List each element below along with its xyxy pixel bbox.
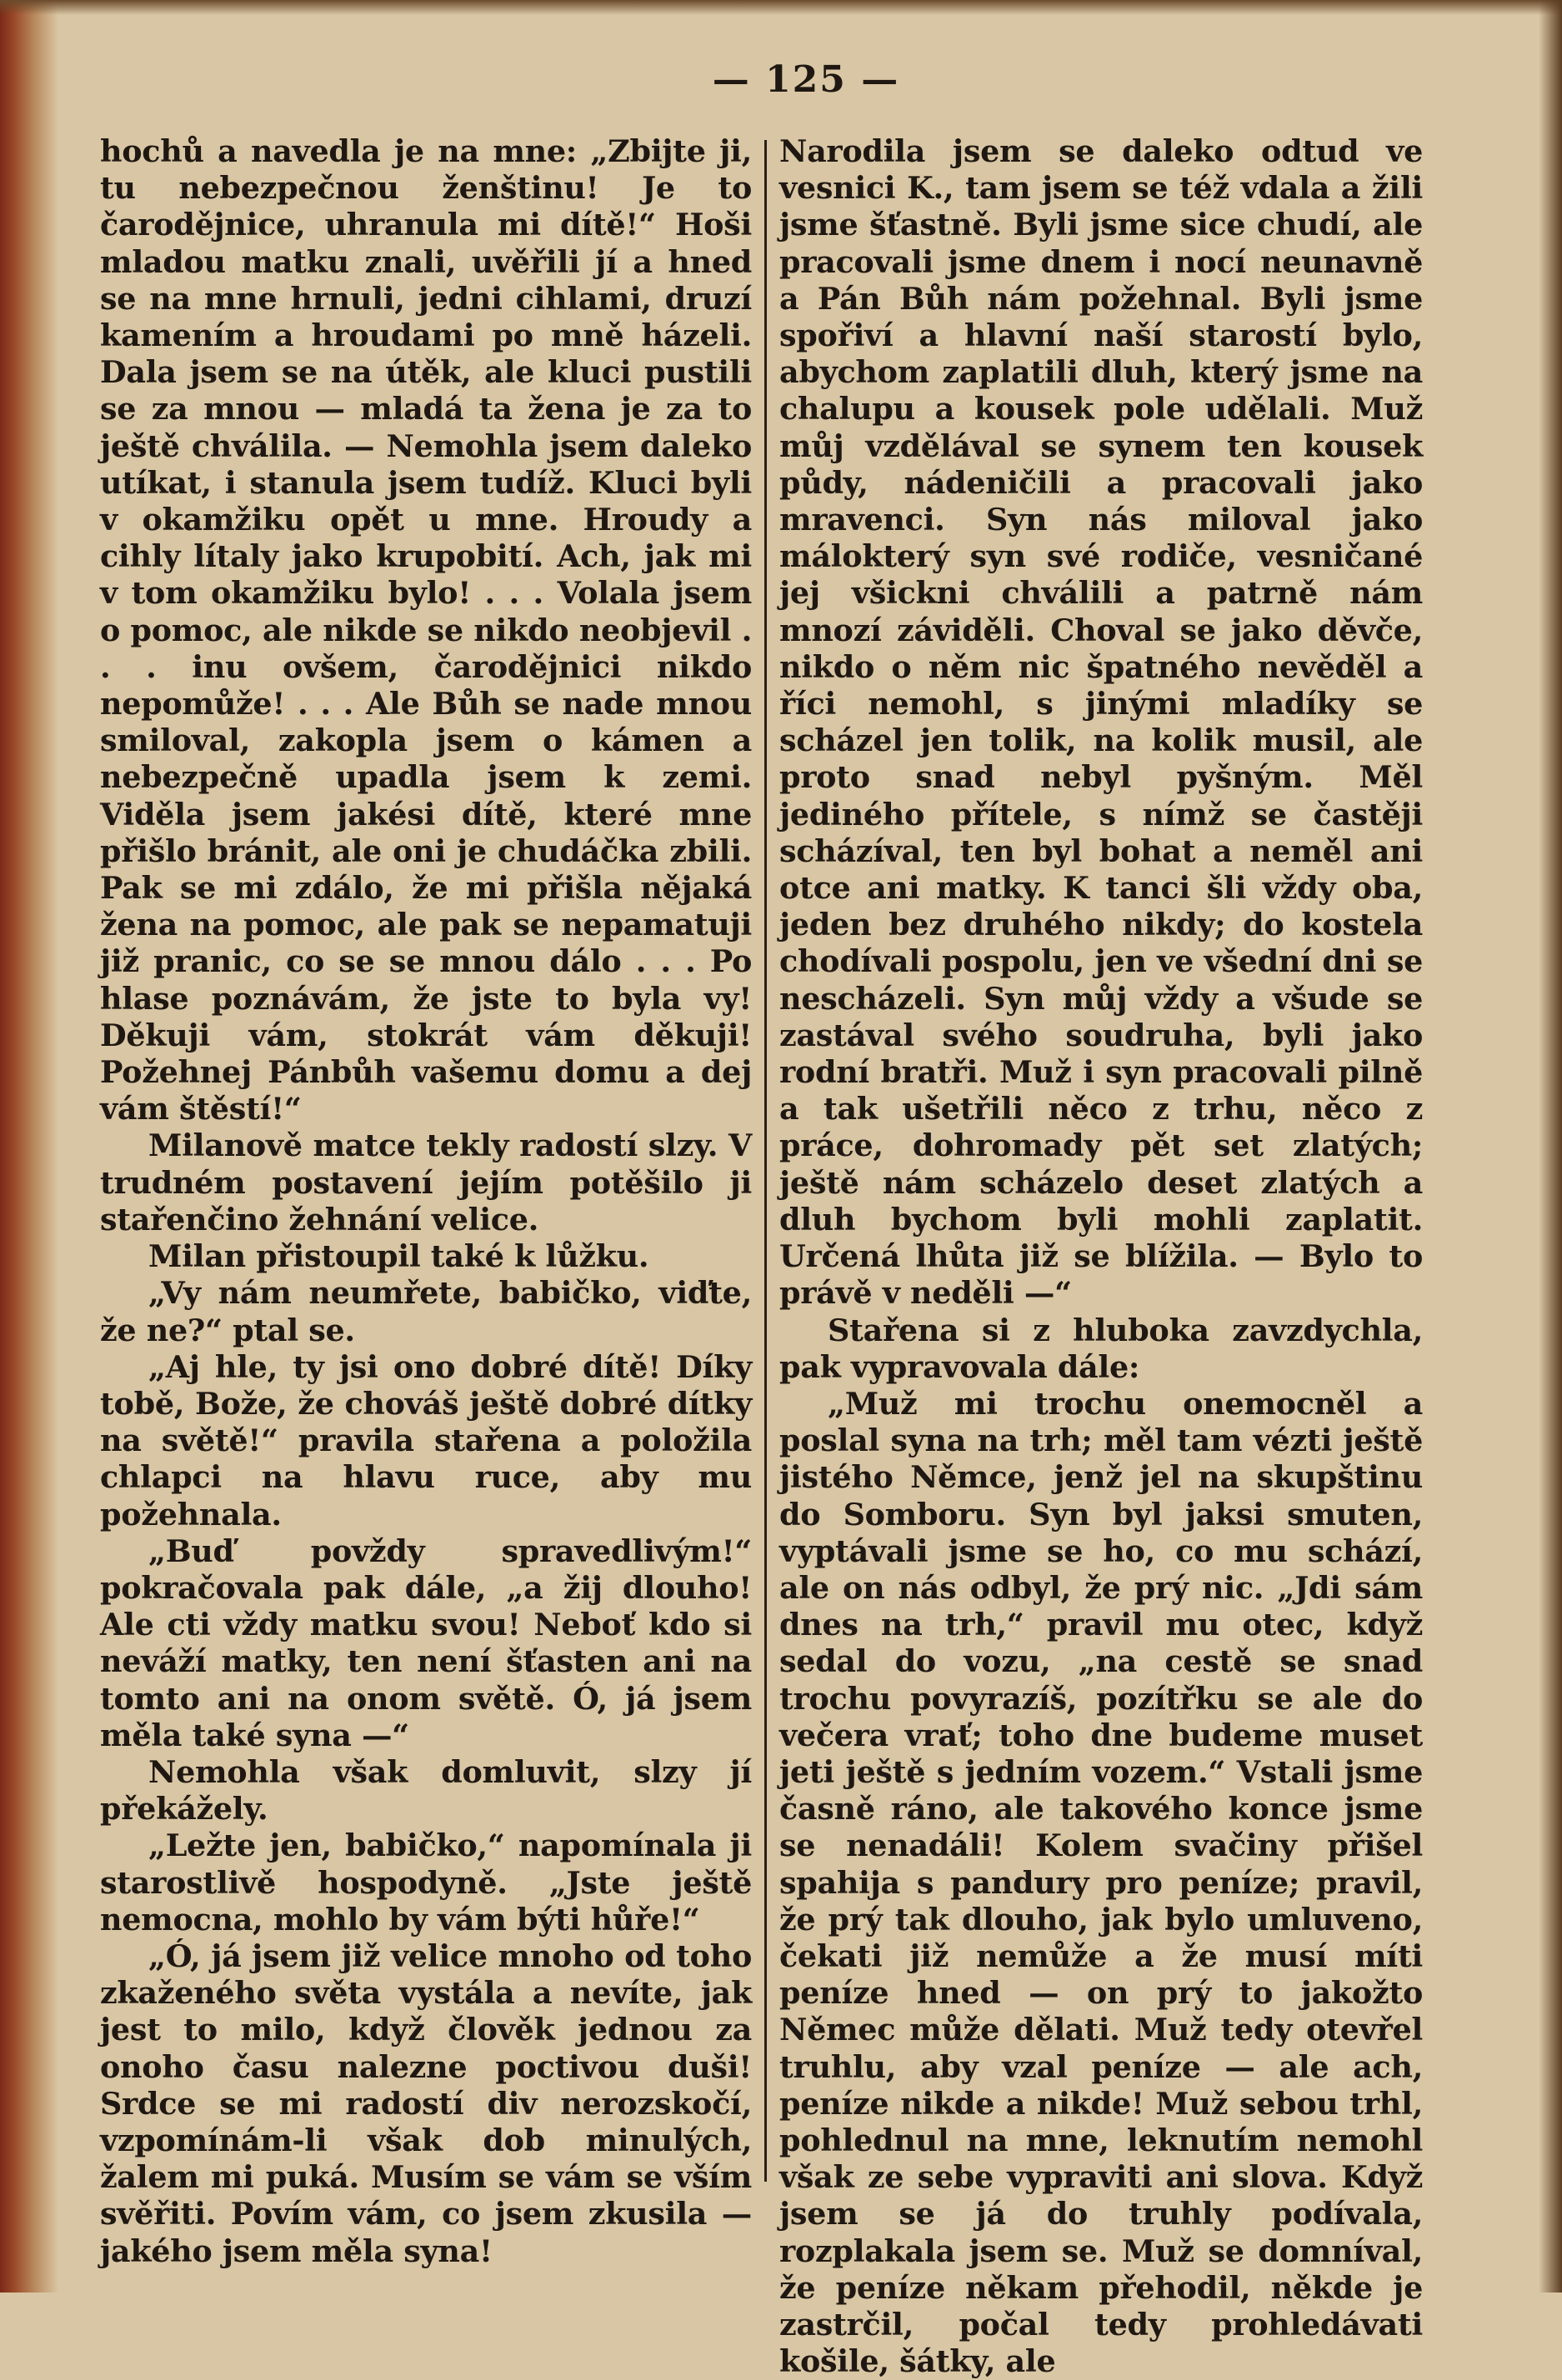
right-text-column xyxy=(779,133,1423,2380)
paragraph: Narodila jsem se daleko odtud ve vesnici K., tam jsem se též vdala a žili jsme šťastně. Byli jsme sice chudí, ale pracovali jsme dnem i nocí neunavně a Pán Bůh nám požehnal. Byli jsme spořiví a hlavní naší starostí bylo, abychom zaplatili dluh, který jsme na chalupu a kousek pole udělali. Muž můj vzdělával se synem ten kousek půdy, nádeničili a pracovali jako mravenci. Syn nás miloval jako málokterý syn své rodiče, vesničané jej všickni chválili a patrně nám mnozí záviděli. Choval se jako děvče, nikdo o něm nic špatného nevěděl a říci nemohl, s jinými mladíky se scházel jen tolik, na kolik musil, ale proto snad nebyl pyšným. Měl jediného přítele, s nímž se častěji scházíval, ten byl bohat a neměl ani otce ani matky. K tanci šli vždy oba, jeden bez druhého nikdy; do kostela chodívali pospolu, jen ve všední dni se nescházeli. Syn můj vždy a všude se zastával svého soudruha, byli jako rodní bratři. Muž i syn pracovali pilně a tak ušetřili něco z trhu, něco z práce, dohromady pět set zlatých; ještě nám scházelo deset zlatých a dluh bychom byli mohli zaplatit. Určená lhůta již se blížila. — Bylo to právě v neděli —“ xyxy=(779,133,1423,1312)
paragraph: „Ležte jen, babičko,“ napomínala ji starostlivě hospodyně. „Jste ještě nemocna, mohlo by vám býti hůře!“ xyxy=(100,1828,752,1938)
column-divider xyxy=(764,140,767,2182)
page-number: — 125 — xyxy=(712,58,900,101)
paragraph: „Muž mi trochu onemocněl a poslal syna na trh; měl tam vézti ještě jistého Němce, jenž jel na skupštinu do Somboru. Syn byl jaksi smuten, vyptávali jsme se ho, co mu schází, ale on nás odbyl, že prý nic. „Jdi sám dnes na trh,“ pravil mu otec, když sedal do vozu, „na cestě se snad trochu povyrazíš, pozítřku se ale do večera vrať; toho dne budeme muset jeti ještě s jedním vozem.“ Vstali jsme časně ráno, ale takového konce jsme se nenadáli! Kolem svačiny přišel spahija s pandury pro peníze; pravil, že prý tak dlouho, jak bylo umluveno, čekati již nemůže a že musí míti peníze hned — on prý to jakožto Němec může dělati. Muž tedy otevřel truhlu, aby vzal peníze — ale ach, peníze nikde a nikde! Muž sebou trhl, pohlednul na mne, leknutím nemohl však ze sebe vypraviti ani slova. Když jsem se já do truhly podívala, rozplakala jsem se. Muž se domníval, že peníze někam přehodil, někde je zastrčil, počal tedy prohledávati košile, šátky, ale xyxy=(779,1385,1423,2380)
page-right-edge xyxy=(1539,0,1562,2292)
paragraph: „Ó, já jsem již velice mnoho od toho zkaženého světa vystála a nevíte, jak jest to milo, když člověk jednou za onoho času nalezne poctivou duši! Srdce se mi radostí div nerozskočí, vzpomínám-li však dob minulých, žalem mi puká. Musím se vám se vším svěřiti. Povím vám, co jsem zkusila — jakého jsem měla syna! xyxy=(100,1938,752,2269)
paragraph: Nemohla však domluvit, slzy jí překážely. xyxy=(100,1753,752,1828)
paragraph: „Aj hle, ty jsi ono dobré dítě! Díky tobě, Bože, že chováš ještě dobré dítky na světě!“ pravila stařena a položila chlapci na hlavu ruce, aby mu požehnala. xyxy=(100,1348,752,1532)
paragraph: hochů a navedla je na mne: „Zbijte ji, tu nebezpečnou ženštinu! Je to čarodějnice, uhranula mi dítě!“ Hoši mladou matku znali, uvěřili jí a hned se na mne hrnuli, jedni cihlami, druzí kamením a hroudami po mně házeli. Dala jsem se na útěk, ale kluci pustili se za mnou — mladá ta žena je za to ještě chválila. — Nemohla jsem daleko utíkat, i stanula jsem tudíž. Kluci byli v okamžiku opět u mne. Hroudy a cihly lítaly jako krupobití. Ach, jak mi v tom okamžiku bylo! . . . Volala jsem o pomoc, ale nikde se nikdo neobjevil . . . inu ovšem, čarodějnici nikdo nepomůže! . . . Ale Bůh se nade mnou smiloval, zakopla jsem o kámen a nebezpečně upadla jsem k zemi. Viděla jsem jakési dítě, které mne přišlo bránit, ale oni je chudáčka zbili. Pak se mi zdálo, že mi přišla nějaká žena na pomoc, ale pak se nepamatuji již pranic, co se se mnou dálo . . . Po hlase poznávám, že jste to byla vy! Děkuji vám, stokrát vám děkuji! Požehnej Pánbůh vašemu domu a dej vám štěstí!“ xyxy=(100,133,752,1128)
left-text-column xyxy=(100,133,752,2270)
paragraph: Milanově matce tekly radostí slzy. V trudném postavení jejím potěšilo ji stařenčino žehnání velice. xyxy=(100,1128,752,1238)
paragraph: „Buď povždy spravedlivým!“ pokračovala pak dále, „a žij dlouho! Ale cti vždy matku svou! Neboť kdo si neváží matky, ten není šťasten ani na tomto ani na onom světě. Ó, já jsem měla také syna —“ xyxy=(100,1532,752,1753)
paragraph: „Vy nám neumřete, babičko, viďte, že ne?“ ptal se. xyxy=(100,1275,752,1348)
book-binding-edge xyxy=(0,0,58,2292)
paragraph: Stařena si z hluboka zavzdychla, pak vypravovala dále: xyxy=(779,1312,1423,1385)
page-top-edge xyxy=(0,0,1562,15)
paragraph: Milan přistoupil také k lůžku. xyxy=(148,1238,649,1275)
